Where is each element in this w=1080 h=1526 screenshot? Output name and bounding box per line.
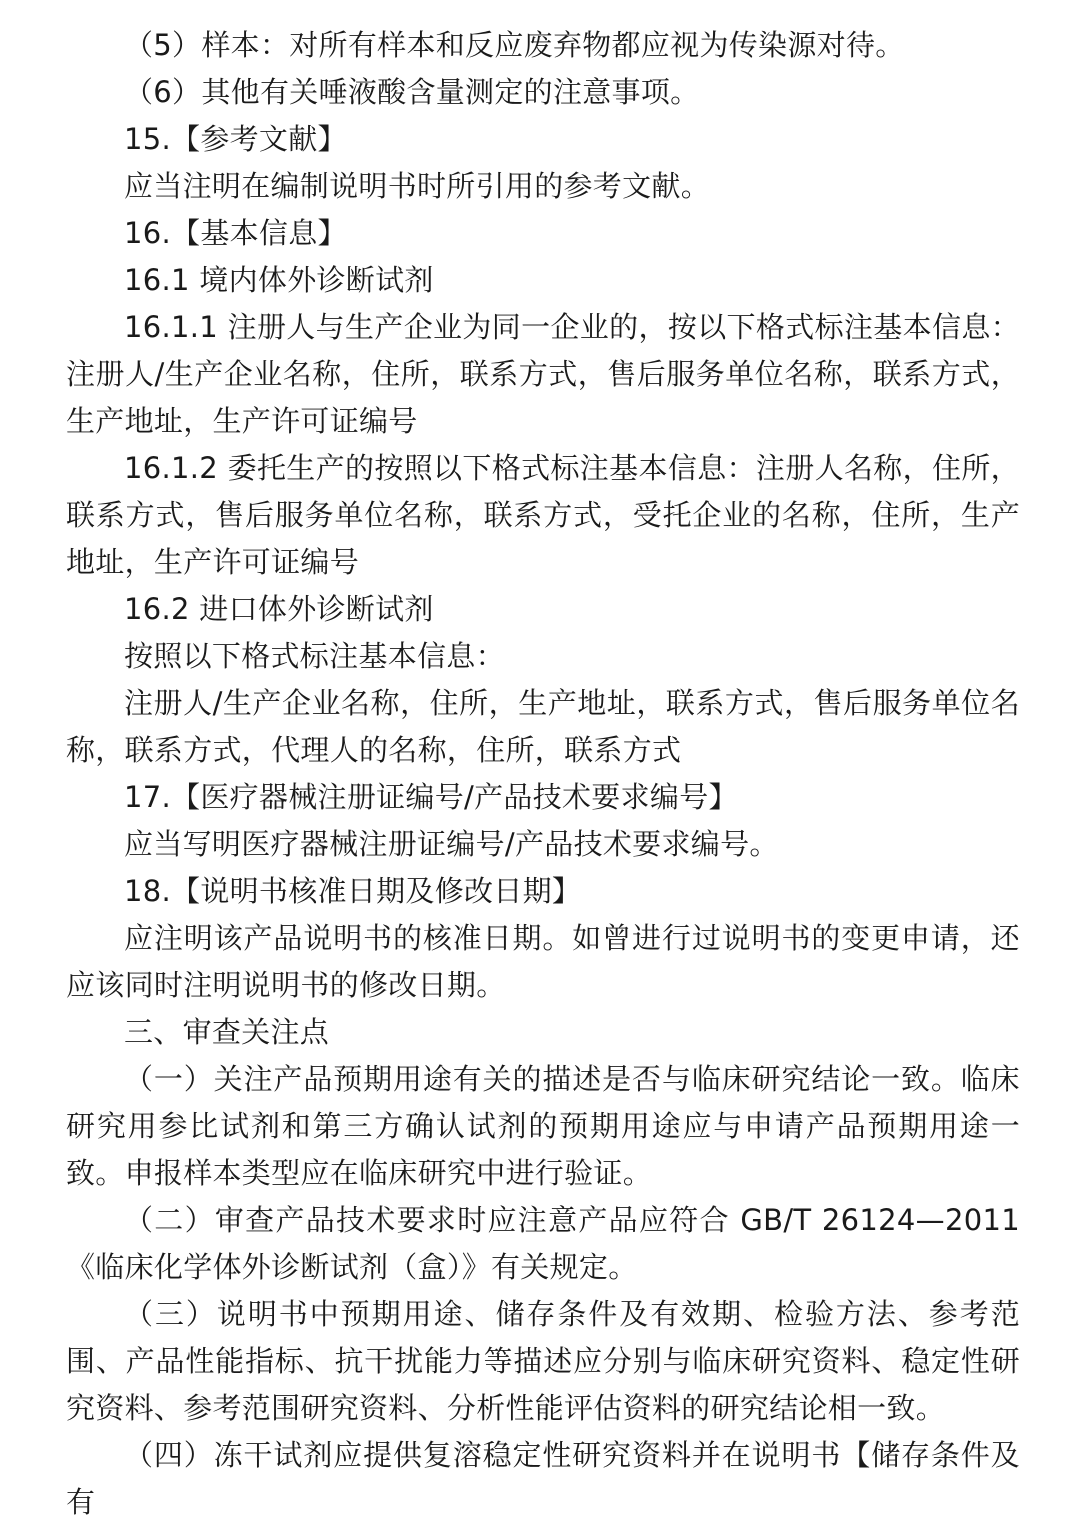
section-heading-registration-number: 17.【医疗器械注册证编号/产品技术要求编号】 bbox=[124, 780, 738, 814]
paragraph-review-point-3: （三）说明书中预期用途、储存条件及有效期、检验方法、参考范围、产品性能指标、抗干扰能力等描述应分别与临床研究资料、稳定性研究资料、参考范围研究资料、分析性能评估资料的研究结论相一致。 bbox=[66, 1297, 1020, 1425]
paragraph-entrusted-production: 16.1.2 委托生产的按照以下格式标注基本信息：注册人名称，住所，联系方式，售后服务单位名称，联系方式，受托企业的名称，住所，生产地址，生产许可证编号 bbox=[66, 451, 1020, 579]
paragraph-review-point-1: （一）关注产品预期用途有关的描述是否与临床研究结论一致。临床研究用参比试剂和第三方确认试剂的预期用途应与申请产品预期用途一致。申报样本类型应在临床研究中进行验证。 bbox=[66, 1062, 1020, 1190]
paragraph-other-notes: （6）其他有关唾液酸含量测定的注意事项。 bbox=[124, 75, 700, 109]
paragraph-registration-number: 应当写明医疗器械注册证编号/产品技术要求编号。 bbox=[124, 827, 779, 861]
paragraph-import-format: 注册人/生产企业名称，住所，生产地址，联系方式，售后服务单位名称，联系方式，代理人的名称，住所，联系方式 bbox=[66, 686, 1020, 767]
paragraph-sample-handling: （5）样本：对所有样本和反应废弃物都应视为传染源对待。 bbox=[124, 28, 905, 62]
section-heading-review-points: 三、审查关注点 bbox=[124, 1015, 330, 1049]
paragraph-same-enterprise: 16.1.1 注册人与生产企业为同一企业的，按以下格式标注基本信息：注册人/生产企业名称，住所，联系方式，售后服务单位名称，联系方式，生产地址，生产许可证编号 bbox=[66, 310, 1020, 438]
subheading-imported-ivd: 16.2 进口体外诊断试剂 bbox=[124, 592, 434, 626]
paragraph-import-format-intro: 按照以下格式标注基本信息： bbox=[124, 639, 505, 673]
paragraph-review-point-4: （四）冻干试剂应提供复溶稳定性研究资料并在说明书【储存条件及有 bbox=[66, 1438, 1020, 1519]
section-heading-approval-date: 18.【说明书核准日期及修改日期】 bbox=[124, 874, 582, 908]
section-heading-basic-info: 16.【基本信息】 bbox=[124, 216, 347, 250]
section-heading-references: 15.【参考文献】 bbox=[124, 122, 347, 156]
subheading-domestic-ivd: 16.1 境内体外诊断试剂 bbox=[124, 263, 434, 297]
paragraph-review-point-2: （二）审查产品技术要求时应注意产品应符合 GB/T 26124—2011《临床化学体外诊断试剂（盒）》有关规定。 bbox=[66, 1203, 1020, 1284]
paragraph-references: 应当注明在编制说明书时所引用的参考文献。 bbox=[124, 169, 711, 203]
paragraph-approval-date: 应注明该产品说明书的核准日期。如曾进行过说明书的变更申请，还应该同时注明说明书的修改日期。 bbox=[66, 921, 1020, 1002]
